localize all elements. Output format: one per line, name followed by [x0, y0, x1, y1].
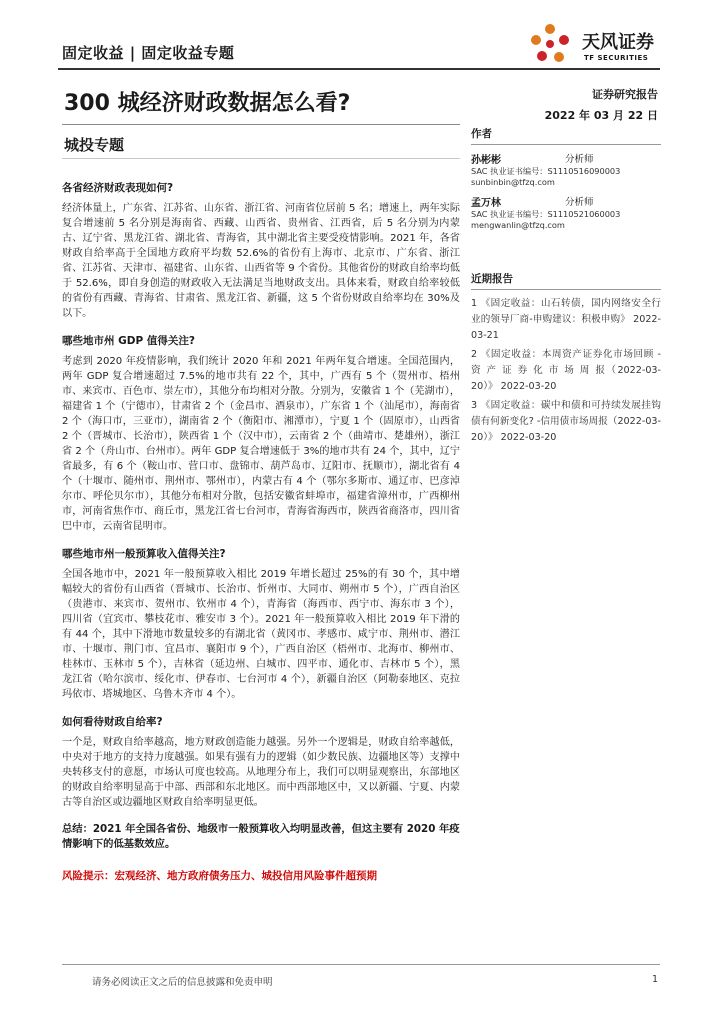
title-divider: [62, 124, 460, 125]
logo-text-en: TF SECURITIES: [584, 54, 649, 62]
author-card: [471, 194, 661, 231]
report-title: 300 城经济财政数据怎么看?: [64, 91, 351, 116]
footer-divider: [62, 964, 660, 965]
recent-report-item[interactable]: 2 《固定收益：本周资产证券化市场回顾 - 资 产 证 券 化 市 场 周 报（2022-03-20）》 2022-03-20: [471, 349, 661, 392]
author-role: 分析师: [565, 197, 594, 208]
author-license: SAC 执业证书编号：S1110516090003: [471, 166, 621, 176]
header-category: 固定收益 | 固定收益专题: [62, 44, 235, 62]
page-number: 1: [651, 974, 658, 985]
authors-heading: 作者: [471, 126, 661, 145]
section-text: 经济体量上，广东省、江苏省、山东省、浙江省、河南省位居前 5 名；增速上，两年实际复合增速前 5 名分别是海南省、西藏、山西省、贵州省、江西省，后 5 名分别为内蒙古、辽宁省、黑龙江省、湖北省、青海省，其中湖北省主要受疫情影响。2021 年，各省财政自给率高于全国地方政府平均数 52.6%的省份有上海市、北京市、广东省、浙江省、江苏省、天津市、福建省、山东省、山西省等 9 个省份。其他省份的财政自给率均低于 52.6%，即自身创造的财政收入无法满足当地财政支出。具体来看，财政自给率较低的省份有西藏、青海省、甘肃省、黑龙江省、新疆，这 5 个省份财政自给率均在 30%及以下。: [62, 203, 460, 319]
section-heading: 如何看待财政自给率?: [62, 716, 163, 728]
risk-label: 风险提示：: [62, 870, 115, 882]
report-type: 证券研究报告: [592, 88, 658, 101]
author-name: 孟万林: [471, 198, 501, 209]
company-logo: [528, 22, 668, 66]
risk-warning: [62, 868, 460, 883]
author-card: [471, 151, 661, 188]
header-divider: [58, 68, 660, 70]
recent-reports-heading: 近期报告: [471, 271, 661, 290]
risk-text: 宏观经济、地方政府债务压力、城投信用风险事件超预期: [114, 870, 377, 882]
section-text: 全国各地市中，2021 年一般预算收入相比 2019 年增长超过 25%的有 30 个，其中增幅较大的省份有山西省（晋城市、长治市、忻州市、大同市、朔州市 5 个），广西自治区（贵港市、来宾市、贺州市、钦州市 4 个），青海省（海西市、西宁市、海东市 3 个），四川省（宜宾市、攀枝花市、雅安市 3 个）。2021 年一般预算收入相比 2019 年下滑的有 44 个，其中下滑地市数量较多的有湖北省（黄冈市、孝感市、咸宁市、荆州市、潜江市、十堰市、荆门市、宜昌市、襄阳市 9 个），广西自治区（梧州市、北海市、柳州市、桂林市、玉林市 5 个），吉林省（延边州、白城市、四平市、通化市、吉林市 5 个），黑龙江省（哈尔滨市、绥化市、伊春市、七台河市 4 个），新疆自治区（阿勒泰地区、克拉玛依市、塔城地区、乌鲁木齐市 4 个）。: [62, 569, 460, 700]
section-text: 考虑到 2020 年疫情影响，我们统计 2020 年和 2021 年两年复合增速。全国范围内，两年 GDP 复合增速超过 7.5%的地市共有 22 个，其中，广西有 5 个（贺州市、梧州市、来宾市、百色市、崇左市），其他分布均相对分散。分别为，安徽省 1 个（芜湖市），福建省 1 个（宁德市），甘肃省 2 个（金昌市、酒泉市），广东省 1 个（汕尾市），海南省 2 个（海口市，三亚市），湖南省 2 个（衡阳市、湘潭市），宁夏 1 个（固原市），山西省 2 个（晋城市、长治市），陕西省 1 个（汉中市），云南省 2 个（曲靖市、楚雄州），浙江省 2 个（舟山市、台州市）。两年 GDP 复合增速低于 3%的地市共有 24 个，其中，辽宁省最多，有 6 个（鞍山市、营口市、盘锦市、葫芦岛市、辽阳市、抚顺市），湖北省有 4 个（十堰市、随州市、荆州市、鄂州市），内蒙古有 4 个（鄂尔多斯市、通辽市、巴彦淖尔市、呼伦贝尔市），其他分布相对分散，包括安徽省蚌埠市，福建省漳州市，广西柳州市，河南省焦作市、商丘市，黑龙江省七台河市，青海省海西市，陕西省商洛市，四川省巴中市，云南省昆明市。: [62, 356, 460, 532]
section-heading: 各省经济财政表现如何?: [62, 182, 174, 194]
main-content: [62, 180, 460, 883]
author-role: 分析师: [565, 154, 594, 165]
author-name: 孙彬彬: [471, 155, 501, 166]
recent-report-item[interactable]: 1 《固定收益：山石转债，国内网络安全行业的领导厂商-申购建议：积极申购》 2022-03-21: [471, 298, 661, 341]
tf-logo-icon: [528, 22, 572, 66]
section-heading: 哪些地市州一般预算收入值得关注?: [62, 548, 226, 560]
summary-text: 总结：2021 年全国各省份、地级市一般预算收入均明显改善，但这主要有 2020 年疫情影响下的低基数效应。: [62, 823, 460, 850]
footer-disclaimer: 请务必阅读正文之后的信息披露和免责申明: [92, 977, 273, 988]
author-email[interactable]: sunbinbin@tfzq.com: [471, 177, 555, 187]
logo-text-cn: 天风证券: [582, 32, 654, 53]
subtitle-divider: [62, 158, 460, 159]
author-email[interactable]: mengwanlin@tfzq.com: [471, 220, 565, 230]
author-license: SAC 执业证书编号：S1110521060003: [471, 209, 621, 219]
report-subtitle: 城投专题: [64, 136, 125, 154]
section-text: 一个是，财政自给率越高，地方财政创造能力越强。另外一个逻辑是，财政自给率越低，中央对于地方的支持力度越强。如果有强有力的逻辑（如少数民族、边疆地区等）支撑中央转移支付的意愿，市场认可度也较高。从地理分布上，我们可以明显观察出，东部地区的财政自给率明显高于中部、西部和东北地区。而中西部地区中，又以新疆、宁夏、内蒙古等自治区或边疆地区财政自给率明显更低。: [62, 737, 460, 808]
section-heading: 哪些地市州 GDP 值得关注?: [62, 335, 195, 347]
sidebar: [471, 126, 661, 449]
report-date: 2022 年 03 月 22 日: [544, 109, 658, 122]
recent-report-item[interactable]: 3 《固定收益：碳中和债和可持续发展挂钩债有何新变化? -信用债市场周报（2022-03-20）》 2022-03-20: [471, 400, 661, 443]
